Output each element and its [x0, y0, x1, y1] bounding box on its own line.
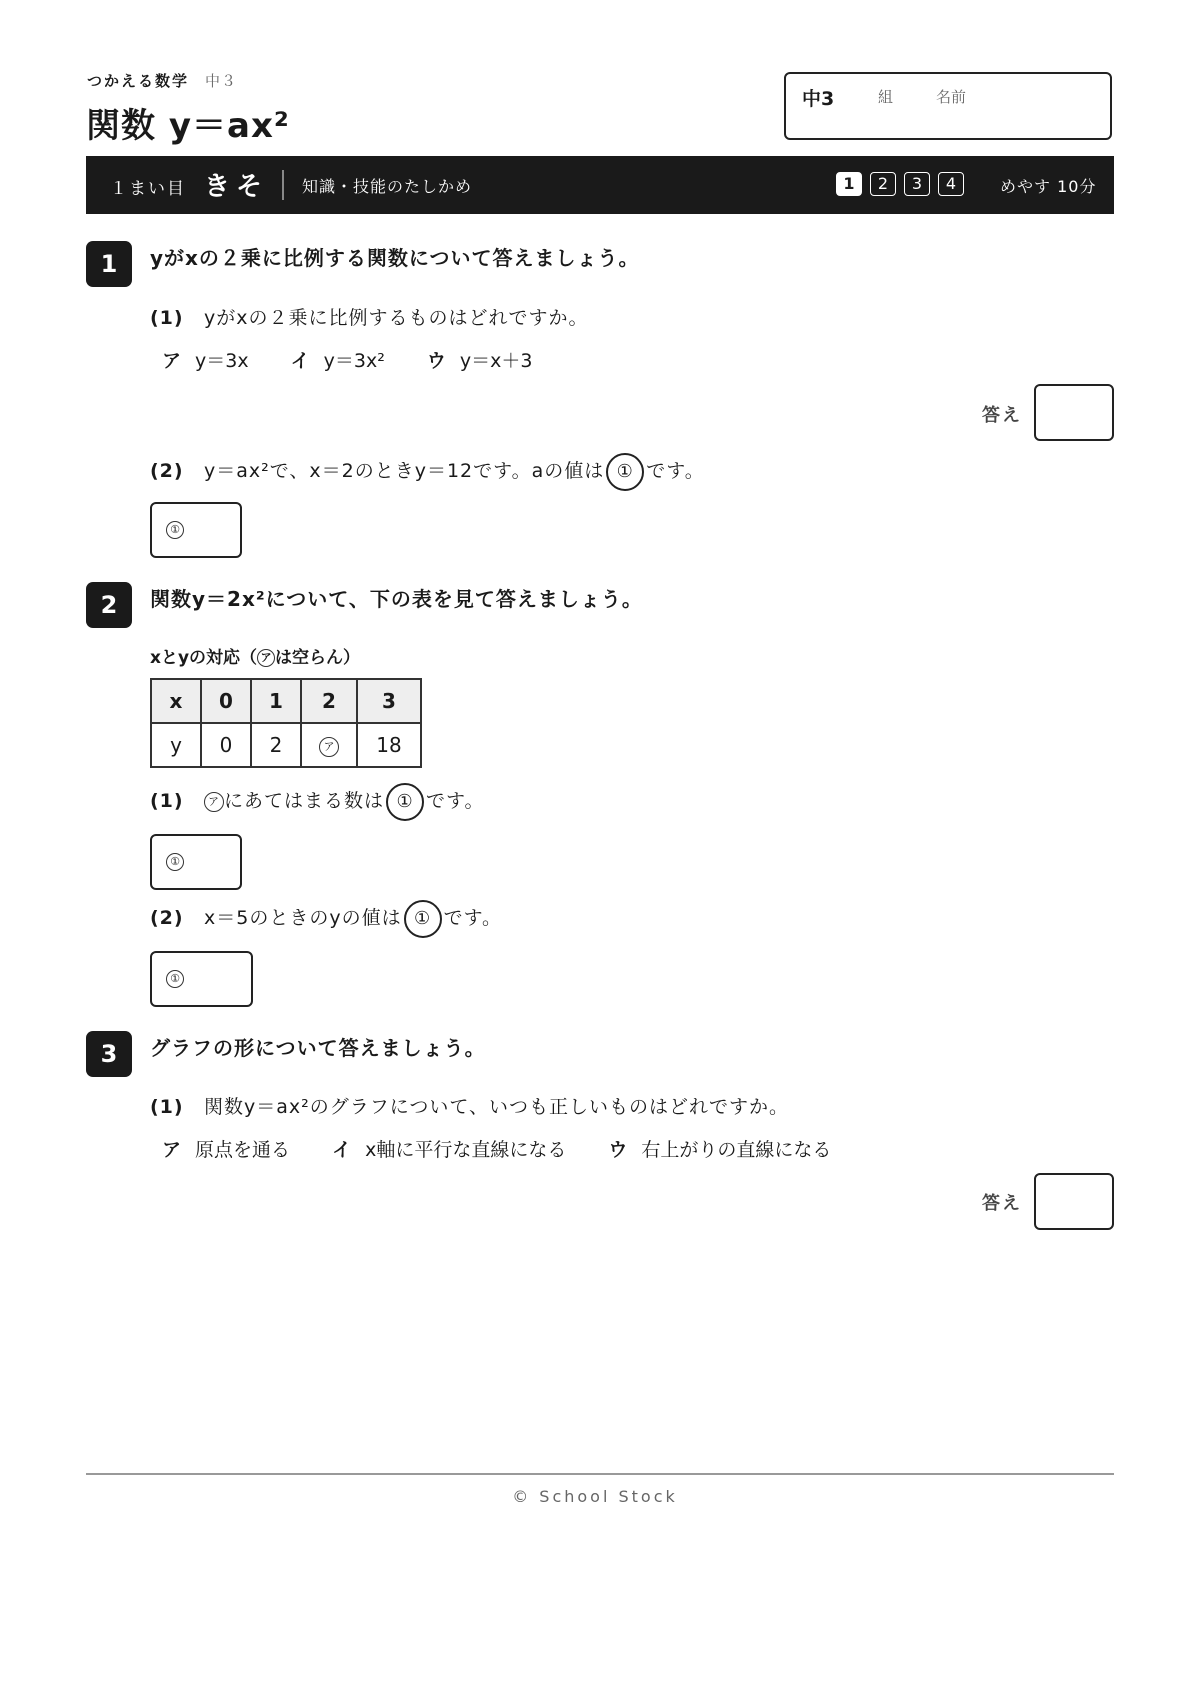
level-label: きそ	[204, 172, 269, 202]
subquestion-number: (1)	[150, 790, 184, 812]
table-cell: 3	[357, 679, 421, 723]
choice-text: x軸に平行な直線になる	[365, 1139, 567, 1161]
question-number-badge: 1	[86, 241, 132, 287]
blank-marker: ア	[257, 649, 275, 667]
choice-text: 原点を通る	[195, 1139, 291, 1161]
subquestion-text: にあてはまる数は	[224, 790, 385, 812]
footer-divider	[86, 1473, 1114, 1475]
answer-box[interactable]	[150, 951, 253, 1007]
choice-label: ウ	[426, 350, 446, 372]
blank-marker: ①	[166, 853, 184, 871]
header-band	[86, 156, 1114, 214]
table-header-cell: x	[151, 679, 201, 723]
table-caption	[150, 643, 360, 668]
table-header-cell: y	[151, 723, 201, 767]
band-subtitle: 知識・技能のたしかめ	[302, 177, 473, 196]
table-row	[151, 723, 421, 767]
table-caption-text-end: は空らん）	[275, 648, 361, 668]
choice-list	[162, 1135, 867, 1162]
subquestion-text-end: です。	[443, 907, 503, 929]
table-cell: 2	[251, 723, 301, 767]
page-title: 関数 y＝ax²	[86, 106, 290, 146]
subquestion-text: x＝5のときのyの値は	[204, 907, 402, 929]
choice-label: イ	[290, 350, 310, 372]
name-box	[784, 72, 1112, 140]
table-cell: 18	[357, 723, 421, 767]
question-title: yがxの２乗に比例する関数について答えましょう。	[150, 246, 640, 270]
choice-label: ウ	[608, 1139, 628, 1161]
subquestion-text-end: です。	[646, 460, 705, 482]
namebox-grade: 中3	[802, 88, 835, 110]
namebox-class-label: 組	[878, 88, 894, 106]
blank-marker: ①	[606, 453, 644, 491]
subquestion	[150, 303, 589, 330]
choice-text: 右上がりの直線になる	[641, 1139, 832, 1161]
series-title	[87, 70, 237, 91]
sheet-label: １まい目	[110, 179, 186, 199]
page-indicator	[836, 172, 964, 196]
blank-marker: ア	[204, 792, 224, 812]
blank-marker: ①	[386, 783, 424, 821]
answer-box[interactable]	[150, 502, 242, 558]
blank-marker: ア	[319, 737, 339, 757]
subquestion-number: (1)	[150, 307, 184, 329]
subquestion	[150, 452, 705, 491]
band-divider	[282, 170, 284, 200]
page-number: 3	[904, 172, 930, 196]
subquestion	[150, 899, 502, 938]
table-cell	[301, 723, 357, 767]
subquestion-text: yがxの２乗に比例するものはどれですか。	[204, 307, 589, 329]
page-number: 4	[938, 172, 964, 196]
blank-marker: ①	[404, 900, 442, 938]
answer-label: 答え	[982, 1193, 1022, 1214]
question-title: グラフの形について答えましょう。	[150, 1036, 486, 1060]
answer-label: 答え	[982, 405, 1022, 426]
page-number: 1	[836, 172, 862, 196]
answer-box[interactable]	[1034, 1173, 1114, 1230]
subquestion-text: y＝ax²で、x＝2のときy＝12です。aの値は	[204, 460, 605, 482]
choice-text: y＝3x²	[323, 350, 385, 372]
table-cell: 1	[251, 679, 301, 723]
page-number: 2	[870, 172, 896, 196]
time-estimate: めやす 10分	[1000, 177, 1097, 196]
subquestion-text-end: です。	[426, 790, 485, 812]
choice-label: ア	[162, 1139, 182, 1161]
series-grade: 中３	[205, 72, 238, 90]
choice-label: ア	[162, 350, 182, 372]
question-number-badge: 2	[86, 582, 132, 628]
choice-text: y＝x＋3	[459, 350, 533, 372]
subquestion	[150, 1092, 789, 1119]
question-title: 関数y＝2x²について、下の表を見て答えましょう。	[150, 587, 643, 611]
choice-text: y＝3x	[195, 350, 249, 372]
subquestion-number: (2)	[150, 907, 184, 929]
answer-box[interactable]	[150, 834, 242, 890]
answer-box[interactable]	[1034, 384, 1114, 441]
series-name: つかえる数学	[87, 72, 190, 90]
choice-list	[162, 346, 569, 373]
table-row	[151, 679, 421, 723]
subquestion-text: 関数y＝ax²のグラフについて、いつも正しいものはどれですか。	[204, 1096, 789, 1118]
subquestion-number: (1)	[150, 1096, 184, 1118]
question-number-badge: 3	[86, 1031, 132, 1077]
namebox-name-label: 名前	[936, 88, 967, 106]
blank-marker: ①	[166, 970, 184, 988]
table-cell: 0	[201, 723, 251, 767]
choice-label: イ	[332, 1139, 352, 1161]
subquestion-number: (2)	[150, 460, 184, 482]
footer-copyright: © School Stock	[512, 1487, 678, 1506]
table-cell: 0	[201, 679, 251, 723]
xy-table	[150, 678, 422, 768]
table-caption-text: xとyの対応（	[150, 648, 258, 668]
subquestion	[150, 782, 485, 821]
table-cell: 2	[301, 679, 357, 723]
blank-marker: ①	[166, 521, 184, 539]
